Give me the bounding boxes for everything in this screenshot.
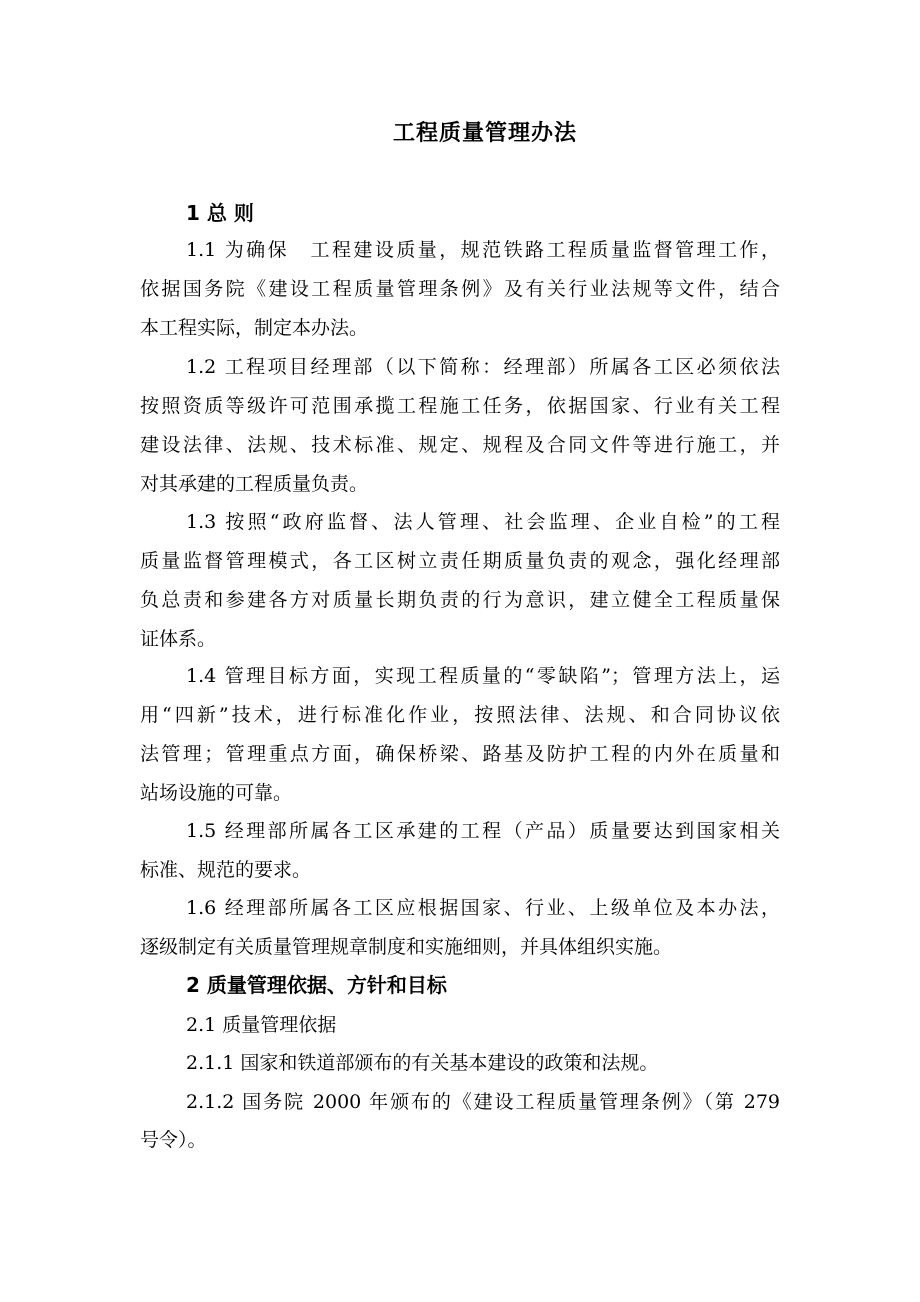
paragraph-2-1: 2.1 质量管理依据 <box>186 1014 337 1036</box>
paragraph-1-3-line-1: 1.3 按照“政府监督、法人管理、社会监理、企业自检”的工程 <box>186 511 780 533</box>
section-2-heading: 2 质量管理依据、方针和目标 <box>186 973 447 997</box>
paragraph-1-3-line-3: 负总责和参建各方对质量长期负责的行为意识，建立健全工程质量保 <box>140 589 780 611</box>
paragraph-1-5-line-1: 1.5 经理部所属各工区承建的工程（产品）质量要达到国家相关 <box>186 820 780 842</box>
section-1-heading: 1 总 则 <box>186 201 254 225</box>
paragraph-1-2-line-2: 按照资质等级许可范围承揽工程施工任务，依据国家、行业有关工程 <box>140 395 780 417</box>
paragraph-1-6-line-2: 逐级制定有关质量管理规章制度和实施细则，并具体组织实施。 <box>140 936 673 958</box>
paragraph-1-4-line-2: 用“四新”技术，进行标准化作业，按照法律、法规、和合同协议依 <box>140 704 780 726</box>
paragraph-1-2-line-1: 1.2 工程项目经理部（以下简称：经理部）所属各工区必须依法 <box>186 356 780 378</box>
paragraph-2-1-2-line-2: 号令）。 <box>140 1129 207 1151</box>
paragraph-1-2-line-4: 对其承建的工程质量负责。 <box>140 473 369 495</box>
paragraph-2-1-1: 2.1.1 国家和铁道部颁布的有关基本建设的政策和法规。 <box>186 1052 659 1074</box>
paragraph-1-6-line-1: 1.6 经理部所属各工区应根据国家、行业、上级单位及本办法， <box>186 897 780 919</box>
paragraph-1-4-line-1: 1.4 管理目标方面，实现工程质量的“零缺陷”；管理方法上，运 <box>186 665 780 687</box>
paragraph-1-2-line-3: 建设法律、法规、技术标准、规定、规程及合同文件等进行施工，并 <box>140 434 780 456</box>
paragraph-1-1-line-3: 本工程实际，制定本办法。 <box>140 317 369 339</box>
paragraph-1-1-line-2: 依据国务院《建设工程质量管理条例》及有关行业法规等文件，结合 <box>140 278 780 300</box>
paragraph-1-1-line-1: 1.1 为确保 工程建设质量，规范铁路工程质量监督管理工作， <box>186 239 780 261</box>
paragraph-1-3-line-4: 证体系。 <box>140 628 217 650</box>
paragraph-2-1-2-line-1: 2.1.2 国务院 2000 年颁布的《建设工程质量管理条例》（第 279 <box>186 1091 780 1113</box>
paragraph-1-4-line-3: 法管理；管理重点方面，确保桥梁、路基及防护工程的内外在质量和 <box>140 743 780 765</box>
paragraph-1-5-line-2: 标准、规范的要求。 <box>140 859 312 881</box>
paragraph-1-4-line-4: 站场设施的可靠。 <box>140 782 293 804</box>
paragraph-1-3-line-2: 质量监督管理模式，各工区树立责任期质量负责的观念，强化经理部 <box>140 550 780 572</box>
document-title: 工程质量管理办法 <box>392 121 577 146</box>
